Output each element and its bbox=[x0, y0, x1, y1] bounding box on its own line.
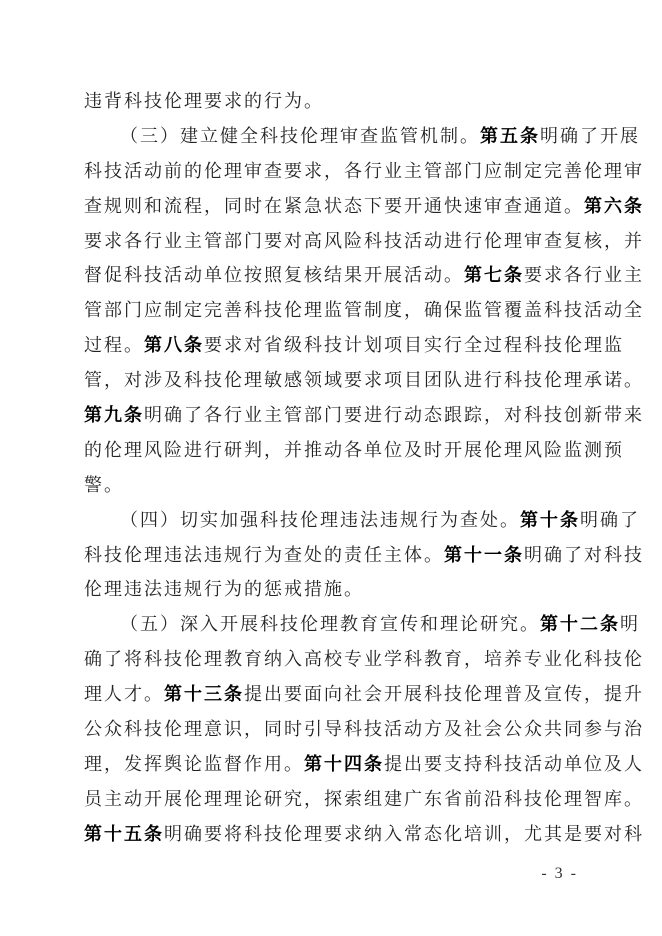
text-line bbox=[84, 399, 644, 434]
article-reference: 第十条 bbox=[520, 509, 580, 531]
article-reference: 第七条 bbox=[464, 265, 524, 287]
text-segment: 的伦理风险进行研判，并推动各单位及时开展伦理风险监测预 bbox=[84, 439, 624, 461]
page-number: - 3 - bbox=[541, 865, 578, 882]
text-line bbox=[84, 85, 572, 120]
text-segment: 违背科技伦理要求的行为。 bbox=[84, 91, 324, 112]
text-segment: 伦理违法违规行为的惩戒措施。 bbox=[84, 579, 364, 601]
text-segment: 理人才。 bbox=[84, 684, 164, 706]
text-segment: 管部门应制定完善科技伦理监管制度，确保监管覆盖科技活动全 bbox=[84, 300, 644, 322]
text-line bbox=[84, 434, 624, 469]
article-reference: 第十五条 bbox=[84, 823, 164, 845]
text-line bbox=[84, 364, 644, 399]
article-reference: 第十一条 bbox=[444, 544, 524, 566]
article-reference: 第九条 bbox=[84, 405, 144, 427]
text-line bbox=[84, 259, 644, 294]
text-line bbox=[84, 818, 644, 853]
text-line bbox=[84, 190, 644, 225]
text-segment: 提出要支持科技活动单位及人 bbox=[384, 753, 644, 775]
text-line bbox=[84, 155, 644, 190]
text-segment: 提出要面向社会开展科技伦理普及宣传，提升 bbox=[244, 684, 644, 706]
text-segment: 明确了对科技 bbox=[524, 544, 644, 566]
text-segment: 科技伦理违法违规行为查处的责任主体。 bbox=[84, 544, 444, 566]
text-segment: 明确要将科技伦理要求纳入常态化培训，尤其是要对科 bbox=[164, 823, 644, 845]
article-reference: 第十三条 bbox=[164, 684, 244, 706]
text-segment: 明确了 bbox=[580, 509, 640, 531]
text-line bbox=[84, 678, 644, 713]
text-segment: 明确了各行业主管部门要进行动态跟踪，对科技创新带来 bbox=[144, 405, 644, 427]
text-segment: 警。 bbox=[84, 474, 124, 496]
text-line bbox=[84, 608, 640, 643]
text-segment: 理，发挥舆论监督作用。 bbox=[84, 753, 304, 775]
article-reference: 第八条 bbox=[144, 335, 204, 357]
text-segment: 查规则和流程，同时在紧急状态下要开通快速审查通道。 bbox=[84, 195, 584, 217]
text-line bbox=[84, 783, 644, 818]
text-segment: 要求各行业主 bbox=[524, 265, 644, 287]
text-segment: 明 bbox=[620, 614, 640, 636]
text-segment: 明确了开展 bbox=[540, 125, 640, 147]
text-segment: 过程。 bbox=[84, 335, 144, 357]
text-line bbox=[84, 469, 572, 504]
text-line bbox=[84, 573, 572, 608]
text-segment: 管，对涉及科技伦理敏感领域要求项目团队进行科技伦理承诺。 bbox=[84, 370, 644, 392]
text-segment: 确了将科技伦理教育纳入高校专业学科教育，培养专业化科技伦 bbox=[84, 649, 644, 671]
text-segment: 公众科技伦理意识，同时引导科技活动方及社会公众共同参与治 bbox=[84, 719, 644, 741]
text-line bbox=[84, 329, 624, 364]
text-line bbox=[84, 120, 640, 155]
article-reference: 第五条 bbox=[480, 125, 540, 147]
text-segment: （四）切实加强科技伦理违法违规行为查处。 bbox=[120, 509, 520, 531]
text-segment: 科技活动前的伦理审查要求，各行业主管部门应制定完善伦理审 bbox=[84, 160, 644, 182]
text-segment: 要求各行业主管部门要对高风险科技活动进行伦理审查复核，并 bbox=[84, 230, 644, 252]
text-segment: （三）建立健全科技伦理审查监管机制。 bbox=[120, 125, 480, 147]
text-line bbox=[84, 504, 640, 539]
article-reference: 第十四条 bbox=[304, 753, 384, 775]
text-segment: 员主动开展伦理理论研究，探索组建广东省前沿科技伦理智库。 bbox=[84, 788, 644, 810]
article-reference: 第十二条 bbox=[540, 614, 620, 636]
article-reference: 第六条 bbox=[584, 195, 644, 217]
text-line bbox=[84, 539, 644, 574]
text-line bbox=[84, 713, 644, 748]
text-segment: 要求对省级科技计划项目实行全过程科技伦理监 bbox=[204, 335, 624, 357]
text-line bbox=[84, 643, 644, 678]
text-line bbox=[84, 225, 644, 260]
text-segment: 督促科技活动单位按照复核结果开展活动。 bbox=[84, 265, 464, 287]
text-segment: （五）深入开展科技伦理教育宣传和理论研究。 bbox=[120, 614, 540, 636]
text-line bbox=[84, 294, 644, 329]
body-text bbox=[84, 85, 644, 853]
text-line bbox=[84, 748, 644, 783]
